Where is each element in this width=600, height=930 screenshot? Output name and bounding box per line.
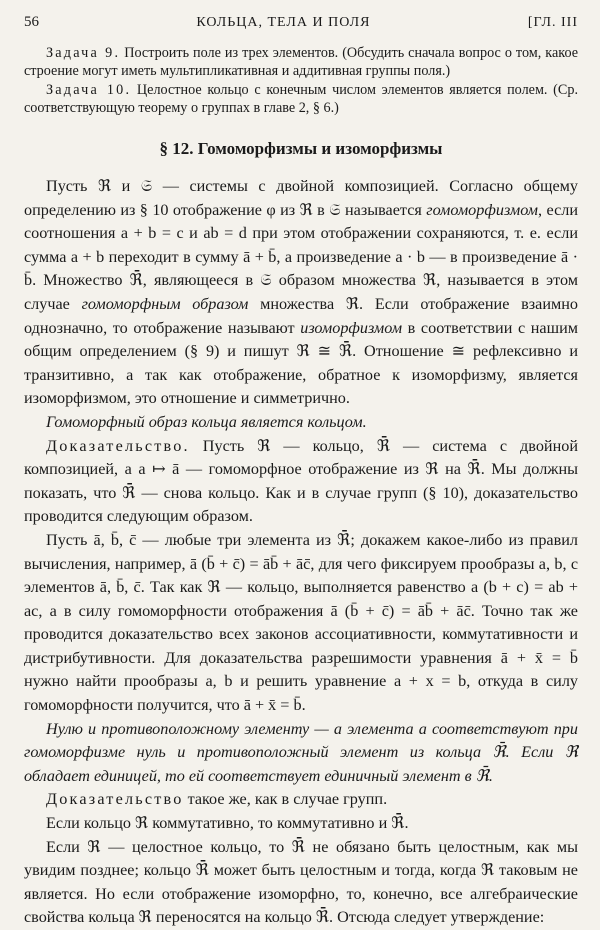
text-run: Пусть ℜ — кольцо, ℜ̄ — система с двойной композицией, а a ↦ ā — гомоморфное отображение из ℜ на ℜ̄. Мы должны показать, что ℜ̄ — снова кольцо. Как и в случае групп (§ 10), доказательство проводится следующим образом.	[24, 436, 578, 526]
paragraph	[24, 411, 578, 435]
exercise-9	[24, 45, 578, 80]
exercise-text: Построить поле из трех элементов. (Обсудить сначала вопрос о том, какое строение могут иметь мультипликативная и аддитивная группы поля.)	[24, 45, 579, 79]
text-run: Доказательство.	[46, 436, 190, 455]
text-run: , если соотношения a + b = c и ab = d при этом отображении сохраняются, т. е. если сумма a + b переходит в сумму ā + b̄, а произведение a · b — в произведение ā · b̄. Множество ℜ̄, являющееся в 𝔖 образом множества ℜ, называется в этом случае	[24, 200, 578, 313]
text-run: Гомоморфный образ кольца является кольцом.	[46, 412, 367, 431]
text-run: Пусть ā, b̄, c̄ — любые три элемента из ℜ̄; докажем какое-либо из правил вычисления, например, ā (b̄ + c̄) = āb̄ + āc̄, для чего фиксируем прообразы a, b, c элементов ā, b̄, c̄. Так как ℜ — кольцо, выполняется равенство a (b + c) = ab + ac, а в силу гомоморфности отображения ā (b̄ + c̄) = āb̄ + āc̄. Точно так же проводится доказательство всех законов ассоциативности, коммутативности и дистрибутивности. Для доказательства разрешимости уравнения ā + x̄ = b̄ нужно найти прообразы a, b и решить уравнение a + x = b, откуда в силу гомоморфности получится, что ā + x̄ = b̄.	[24, 530, 578, 715]
text-run: гомоморфизмом	[426, 200, 539, 219]
text-run: изоморфизмом	[300, 318, 403, 337]
text-run: в соответствии с нашим общим определением (§ 9) и пишут ℜ ≅ ℜ̄. Отношение ≅ рефлексивно и транзитивно, а так как отображение, обратное к изоморфизму, является изоморфизмом, это отношение и симметрично.	[24, 318, 578, 408]
section-heading: § 12. Гомоморфизмы и изоморфизмы	[159, 139, 443, 158]
page-number: 56	[24, 14, 39, 30]
chapter-label: [ГЛ. III	[527, 15, 578, 30]
running-header	[24, 14, 578, 31]
text-run: гомоморфным образом	[81, 294, 249, 313]
paragraph	[24, 529, 578, 718]
paragraph	[24, 175, 578, 411]
text-run: Пусть ℜ и 𝔖 — системы с двойной композицией. Согласно общему определению из § 10 отображение φ из ℜ в 𝔖 называется	[24, 177, 578, 219]
exercise-label: Задача 10.	[46, 82, 132, 98]
text-run: такое же, как в случае групп.	[183, 790, 388, 809]
text-run: множества ℜ. Если отображение взаимно однозначно, то отображение называют	[24, 294, 578, 337]
paragraph	[24, 718, 578, 789]
paragraph	[24, 812, 578, 836]
exercise-10	[24, 82, 578, 117]
body-text	[24, 175, 578, 930]
paragraph	[24, 435, 578, 529]
text-run: Нулю и противоположному элементу — a элемента a соответствуют при гомоморфизме нуль и противоположный элемент из кольца ℜ̄. Если ℜ обладает единицей, то ей соответствует единичный элемент в ℜ̄.	[24, 719, 578, 785]
running-title: КОЛЬЦА, ТЕЛА И ПОЛЯ	[196, 15, 371, 30]
exercise-label: Задача 9.	[46, 45, 121, 61]
paragraph	[24, 788, 578, 812]
exercise-text: Целостное кольцо с конечным числом элементов является полем. (Ср. соответствующую теорему о группах в главе 2, § 6.)	[24, 82, 578, 116]
text-run: Если ℜ — целостное кольцо, то ℜ̄ не обязано быть целостным, как мы увидим позднее; кольцо ℜ̄ может быть целостным и тогда, когда ℜ таковым не является. Но если отображение изоморфно, то, конечно, все алгебраические свойства кольца ℜ переносятся на кольцо ℜ̄. Отсюда следует утверждение:	[24, 837, 578, 927]
text-run: Если кольцо ℜ коммутативно, то коммутативно и ℜ̄.	[46, 814, 409, 833]
paragraph	[24, 836, 578, 930]
text-run: Доказательство	[46, 790, 184, 809]
